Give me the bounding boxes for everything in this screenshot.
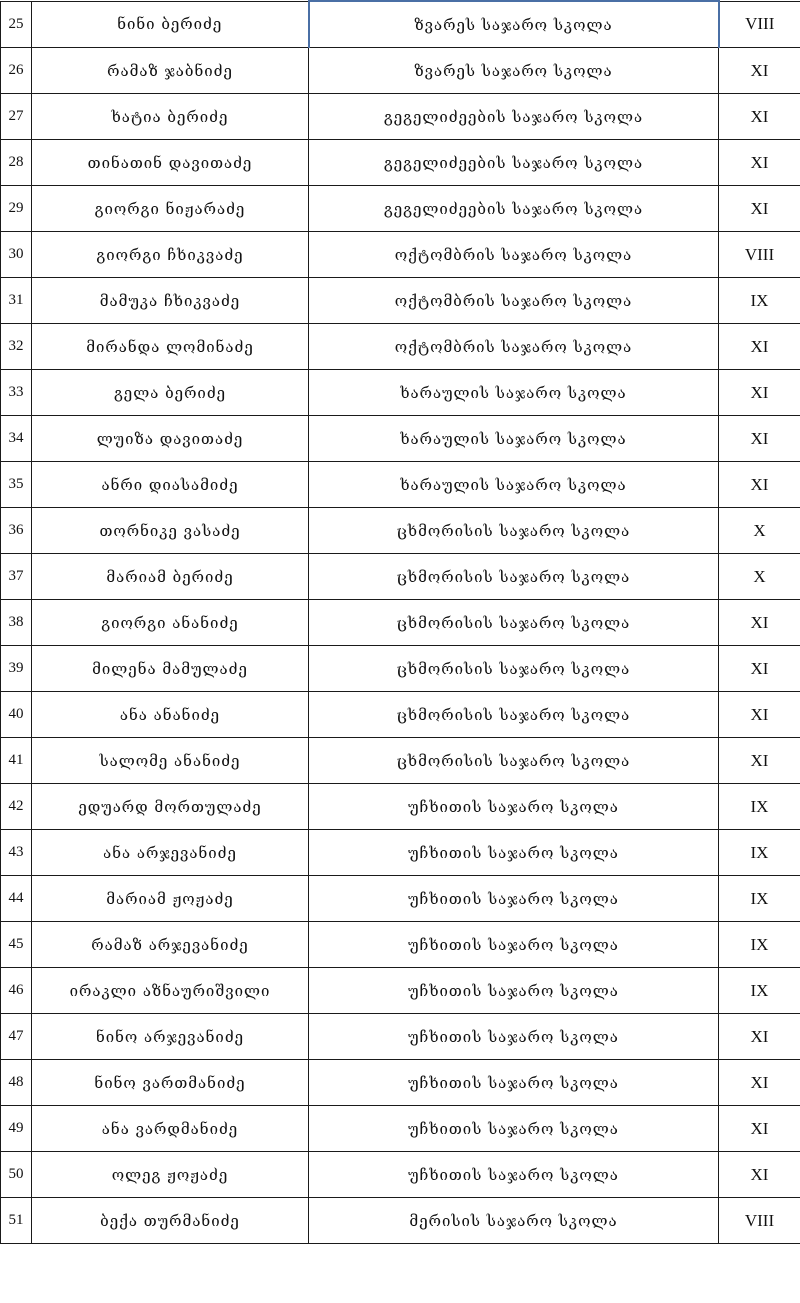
student-name-cell: ირაკლი აზნაურიშვილი <box>32 968 309 1014</box>
student-name-cell: ნინო არჯევანიძე <box>32 1014 309 1060</box>
grade-cell: XI <box>719 48 800 94</box>
student-name-cell: მილენა მამულაძე <box>32 646 309 692</box>
row-number-cell: 43 <box>1 830 32 876</box>
student-name-cell: თინათინ დავითაძე <box>32 140 309 186</box>
student-name-cell: თორნიკე ვასაძე <box>32 508 309 554</box>
school-name-cell: ზვარეს საჯარო სკოლა <box>309 48 719 94</box>
table-row <box>1 416 800 462</box>
school-name-cell: გეგელიძეების საჯარო სკოლა <box>309 140 719 186</box>
school-name-cell: ცხმორისის საჯარო სკოლა <box>309 554 719 600</box>
school-name-cell: ხარაულის საჯარო სკოლა <box>309 462 719 508</box>
student-name-cell: გელა ბერიძე <box>32 370 309 416</box>
row-number-cell: 45 <box>1 922 32 968</box>
school-name-cell: უჩხითის საჯარო სკოლა <box>309 784 719 830</box>
student-name-cell: ხატია ბერიძე <box>32 94 309 140</box>
row-number-cell: 33 <box>1 370 32 416</box>
student-name-cell: მარიამ ბერიძე <box>32 554 309 600</box>
student-name-cell: მარიამ ჟოჟაძე <box>32 876 309 922</box>
row-number-cell: 50 <box>1 1152 32 1198</box>
row-number-cell: 25 <box>1 1 32 48</box>
school-name-cell: ოქტომბრის საჯარო სკოლა <box>309 324 719 370</box>
table-row <box>1 1014 800 1060</box>
table-row <box>1 140 800 186</box>
row-number-cell: 47 <box>1 1014 32 1060</box>
school-name-cell: ცხმორისის საჯარო სკოლა <box>309 508 719 554</box>
table-row <box>1 462 800 508</box>
row-number-cell: 29 <box>1 186 32 232</box>
grade-cell: IX <box>719 876 800 922</box>
school-name-cell: უჩხითის საჯარო სკოლა <box>309 1014 719 1060</box>
table-row <box>1 278 800 324</box>
row-number-cell: 32 <box>1 324 32 370</box>
table-row <box>1 508 800 554</box>
student-name-cell: ნინი ბერიძე <box>32 1 309 48</box>
student-name-cell: სალომე ანანიძე <box>32 738 309 784</box>
school-name-cell: უჩხითის საჯარო სკოლა <box>309 922 719 968</box>
student-name-cell: ანა არჯევანიძე <box>32 830 309 876</box>
grade-cell: XI <box>719 1106 800 1152</box>
grade-cell: X <box>719 554 800 600</box>
grade-cell: XI <box>719 140 800 186</box>
student-name-cell: მირანდა ლომინაძე <box>32 324 309 370</box>
grade-cell: XI <box>719 1060 800 1106</box>
school-name-cell: უჩხითის საჯარო სკოლა <box>309 968 719 1014</box>
table-body <box>1 1 800 1244</box>
row-number-cell: 48 <box>1 1060 32 1106</box>
grade-cell: XI <box>719 416 800 462</box>
school-name-cell: ზვარეს საჯარო სკოლა <box>309 1 719 48</box>
school-name-cell: ოქტომბრის საჯარო სკოლა <box>309 278 719 324</box>
school-name-cell: ხარაულის საჯარო სკოლა <box>309 370 719 416</box>
grade-cell: XI <box>719 462 800 508</box>
table-row <box>1 692 800 738</box>
student-name-cell: გიორგი ჩხიკვაძე <box>32 232 309 278</box>
table-row <box>1 1 800 48</box>
student-name-cell: ანრი დიასამიძე <box>32 462 309 508</box>
student-name-cell: ანა ვარდმანიძე <box>32 1106 309 1152</box>
grade-cell: XI <box>719 692 800 738</box>
row-number-cell: 51 <box>1 1198 32 1244</box>
student-name-cell: ოლეგ ჟოჟაძე <box>32 1152 309 1198</box>
grade-cell: VIII <box>719 1 800 48</box>
grade-cell: IX <box>719 922 800 968</box>
school-name-cell: გეგელიძეების საჯარო სკოლა <box>309 94 719 140</box>
table-row <box>1 600 800 646</box>
grade-cell: X <box>719 508 800 554</box>
school-name-cell: უჩხითის საჯარო სკოლა <box>309 1106 719 1152</box>
school-name-cell: უჩხითის საჯარო სკოლა <box>309 1152 719 1198</box>
student-name-cell: ბექა თურმანიძე <box>32 1198 309 1244</box>
grade-cell: XI <box>719 1152 800 1198</box>
grade-cell: XI <box>719 600 800 646</box>
table-row <box>1 48 800 94</box>
row-number-cell: 44 <box>1 876 32 922</box>
school-name-cell: ცხმორისის საჯარო სკოლა <box>309 646 719 692</box>
school-name-cell: ხარაულის საჯარო სკოლა <box>309 416 719 462</box>
student-name-cell: რამაზ ჯაბნიძე <box>32 48 309 94</box>
row-number-cell: 27 <box>1 94 32 140</box>
school-name-cell: უჩხითის საჯარო სკოლა <box>309 1060 719 1106</box>
grade-cell: XI <box>719 646 800 692</box>
grade-cell: IX <box>719 830 800 876</box>
table-row <box>1 1152 800 1198</box>
table-row <box>1 968 800 1014</box>
grade-cell: IX <box>719 278 800 324</box>
table-row <box>1 324 800 370</box>
student-name-cell: მამუკა ჩხიკვაძე <box>32 278 309 324</box>
grade-cell: XI <box>719 324 800 370</box>
grade-cell: XI <box>719 370 800 416</box>
row-number-cell: 38 <box>1 600 32 646</box>
table-row <box>1 1106 800 1152</box>
row-number-cell: 37 <box>1 554 32 600</box>
student-name-cell: ლუიზა დავითაძე <box>32 416 309 462</box>
row-number-cell: 31 <box>1 278 32 324</box>
table-row <box>1 94 800 140</box>
student-name-cell: რამაზ არჯევანიძე <box>32 922 309 968</box>
school-name-cell: ცხმორისის საჯარო სკოლა <box>309 692 719 738</box>
school-name-cell: მერისის საჯარო სკოლა <box>309 1198 719 1244</box>
table-row <box>1 784 800 830</box>
table-row <box>1 370 800 416</box>
row-number-cell: 46 <box>1 968 32 1014</box>
student-name-cell: ნინო ვართმანიძე <box>32 1060 309 1106</box>
table-row <box>1 876 800 922</box>
row-number-cell: 35 <box>1 462 32 508</box>
row-number-cell: 26 <box>1 48 32 94</box>
grade-cell: IX <box>719 968 800 1014</box>
school-name-cell: უჩხითის საჯარო სკოლა <box>309 830 719 876</box>
table-row <box>1 554 800 600</box>
table-row <box>1 1198 800 1244</box>
student-name-cell: ედუარდ მორთულაძე <box>32 784 309 830</box>
student-name-cell: გიორგი ანანიძე <box>32 600 309 646</box>
row-number-cell: 34 <box>1 416 32 462</box>
grade-cell: XI <box>719 94 800 140</box>
school-name-cell: გეგელიძეების საჯარო სკოლა <box>309 186 719 232</box>
table-row <box>1 646 800 692</box>
row-number-cell: 42 <box>1 784 32 830</box>
school-name-cell: ოქტომბრის საჯარო სკოლა <box>309 232 719 278</box>
table-row <box>1 1060 800 1106</box>
grade-cell: XI <box>719 1014 800 1060</box>
student-name-cell: გიორგი ნიჟარაძე <box>32 186 309 232</box>
row-number-cell: 40 <box>1 692 32 738</box>
table-row <box>1 232 800 278</box>
school-name-cell: ცხმორისის საჯარო სკოლა <box>309 738 719 784</box>
row-number-cell: 36 <box>1 508 32 554</box>
grade-cell: VIII <box>719 1198 800 1244</box>
student-name-cell: ანა ანანიძე <box>32 692 309 738</box>
table-row <box>1 922 800 968</box>
table-row <box>1 830 800 876</box>
grade-cell: XI <box>719 738 800 784</box>
grade-cell: VIII <box>719 232 800 278</box>
school-name-cell: უჩხითის საჯარო სკოლა <box>309 876 719 922</box>
row-number-cell: 41 <box>1 738 32 784</box>
grade-cell: XI <box>719 186 800 232</box>
grade-cell: IX <box>719 784 800 830</box>
school-name-cell: ცხმორისის საჯარო სკოლა <box>309 600 719 646</box>
table-row <box>1 738 800 784</box>
row-number-cell: 49 <box>1 1106 32 1152</box>
row-number-cell: 28 <box>1 140 32 186</box>
row-number-cell: 39 <box>1 646 32 692</box>
table-row <box>1 186 800 232</box>
row-number-cell: 30 <box>1 232 32 278</box>
